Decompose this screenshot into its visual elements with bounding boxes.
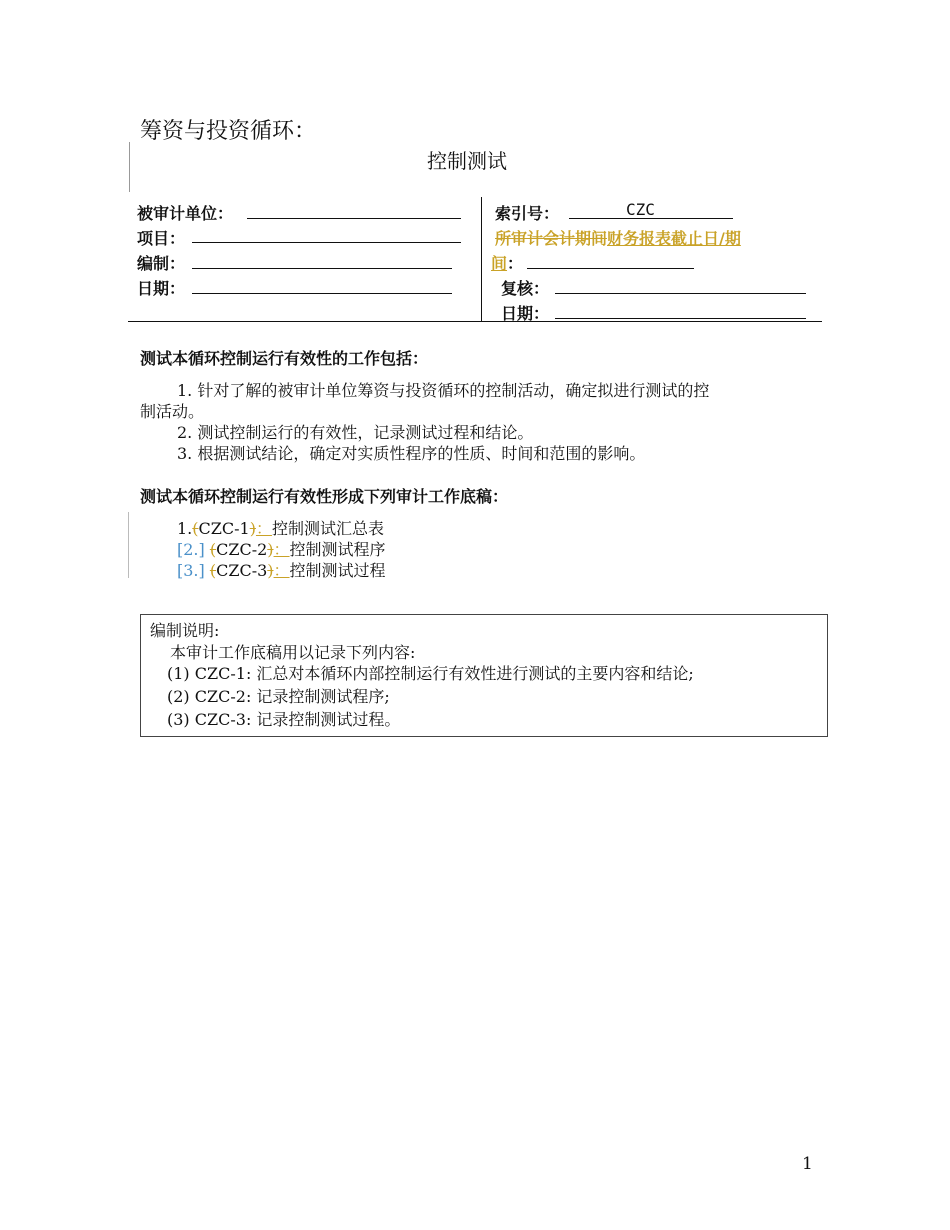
workpaper-open: ( <box>192 519 199 538</box>
notes-line-3: (3) CZC-3: 记录控制测试过程。 <box>167 710 401 729</box>
entity-field[interactable] <box>247 218 461 219</box>
header-divider <box>481 197 482 321</box>
change-bar <box>128 512 129 578</box>
notes-intro: 本审计工作底稿用以记录下列内容: <box>170 643 416 662</box>
workpaper-code: CZC-1 <box>198 519 250 538</box>
prepared-label: 编制： <box>137 254 186 273</box>
review-label: 复核： <box>501 279 550 298</box>
project-label: 项目： <box>137 229 186 248</box>
workpaper-code: CZC-3 <box>216 561 268 580</box>
workpaper-sep: ： <box>255 519 272 538</box>
page-number: 1 <box>802 1154 813 1174</box>
workpaper-num: [2.] <box>177 540 205 559</box>
scope-heading: 测试本循环控制运行有效性的工作包括： <box>140 349 429 368</box>
date-label: 日期： <box>137 279 186 298</box>
change-bar <box>129 142 130 192</box>
workpaper-item-1 <box>177 516 384 539</box>
workpaper-name: 控制测试过程 <box>289 561 386 580</box>
review-date-field[interactable] <box>555 318 806 319</box>
index-label: 索引号： <box>495 204 560 223</box>
workpaper-code: CZC-2 <box>216 540 268 559</box>
workpaper-item-3 <box>177 558 386 581</box>
period-line2: 间 <box>491 254 508 273</box>
workpaper-open: ( <box>209 540 217 559</box>
section-title: 筹资与投资循环： <box>140 119 317 144</box>
workpaper-sep: ： <box>273 561 290 580</box>
prepared-field[interactable] <box>192 268 452 269</box>
doc-title: 控制测试 <box>427 149 507 173</box>
header-bottom-rule <box>128 321 822 322</box>
entity-label: 被审计单位： <box>137 204 234 223</box>
review-date-label: 日期： <box>501 304 550 323</box>
notes-title: 编制说明: <box>150 621 220 640</box>
notes-line-1: (1) CZC-1: 汇总对本循环内部控制运行有效性进行测试的主要内容和结论; <box>167 664 694 683</box>
workpaper-name: 控制测试程序 <box>289 540 386 559</box>
workpaper-name: 控制测试汇总表 <box>271 519 384 538</box>
scope-item-3: 3. 根据测试结论，确定对实质性程序的性质、时间和范围的影响。 <box>177 444 646 463</box>
workpaper-close: ) <box>267 540 274 559</box>
workpapers-heading: 测试本循环控制运行有效性形成下列审计工作底稿： <box>140 487 509 506</box>
workpaper-close: ) <box>249 519 256 538</box>
date-field[interactable] <box>192 293 452 294</box>
workpaper-open: ( <box>209 561 217 580</box>
index-value: CZC <box>626 200 655 219</box>
scope-item-1-line-2: 制活动。 <box>140 402 205 421</box>
scope-item-1-line-1: 1. 针对了解的被审计单位筹资与投资循环的控制活动，确定拟进行测试的控 <box>177 381 710 400</box>
period-field[interactable] <box>527 268 694 269</box>
workpaper-item-2 <box>177 537 386 560</box>
workpaper-sep: ： <box>273 540 290 559</box>
period-inserted: 财务报表截止日/期 <box>607 229 741 248</box>
notes-line-2: (2) CZC-2: 记录控制测试程序; <box>167 687 390 706</box>
period-colon: ： <box>507 254 524 273</box>
workpaper-num: 1. <box>177 519 193 538</box>
period-label-line2 <box>491 251 523 274</box>
period-struck: 所审计会计期间 <box>495 229 608 248</box>
period-label <box>495 226 741 249</box>
workpaper-num: [3.] <box>177 561 205 580</box>
scope-item-2: 2. 测试控制运行的有效性，记录测试过程和结论。 <box>177 423 534 442</box>
workpaper-close: ) <box>267 561 274 580</box>
project-field[interactable] <box>192 242 461 243</box>
review-field[interactable] <box>555 293 806 294</box>
